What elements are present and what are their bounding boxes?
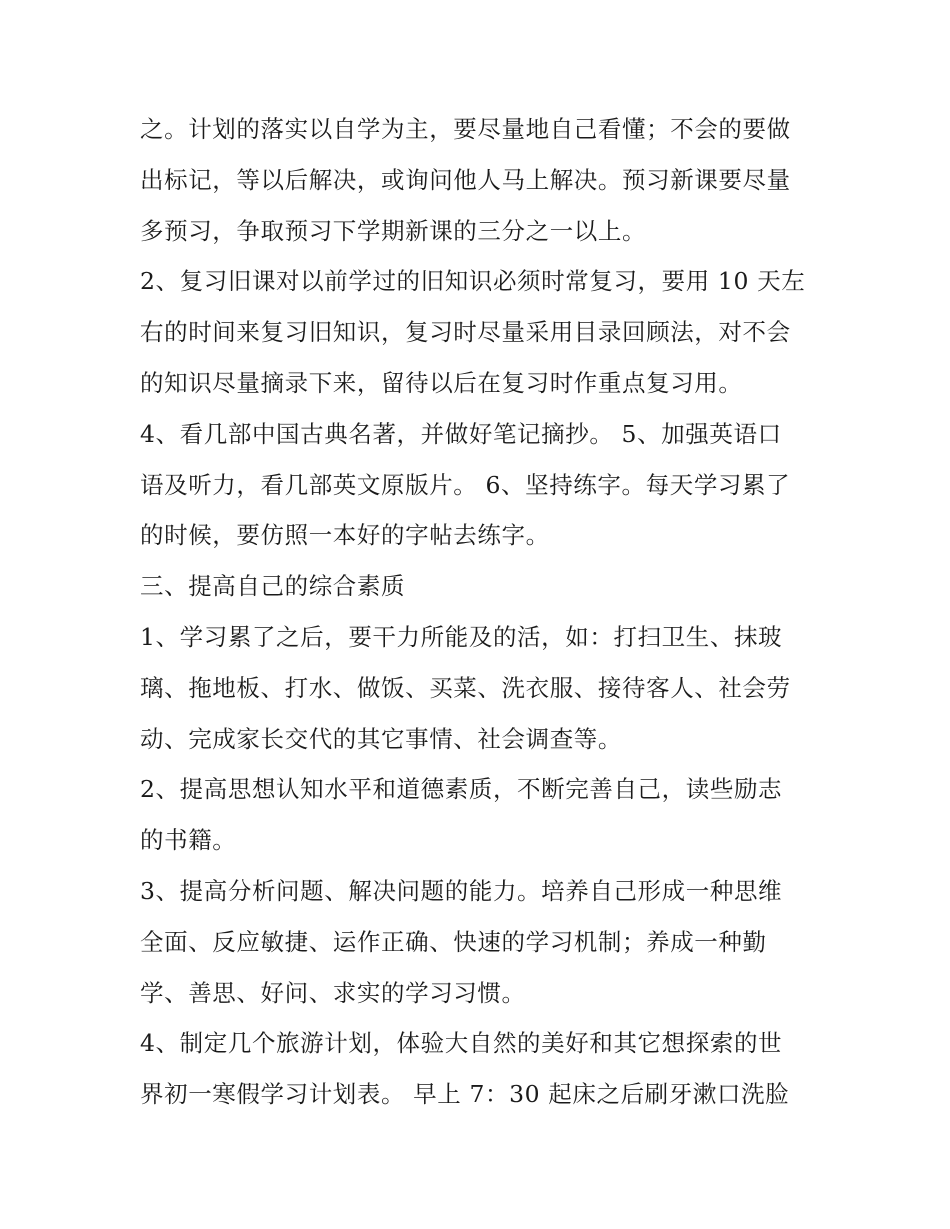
text-line: 3、提高分析问题、解决问题的能力。培养自己形成一种思维 xyxy=(140,876,783,905)
text-line: 的时候，要仿照一本好的字帖去练字。 xyxy=(140,521,550,550)
text-line: 的书籍。 xyxy=(140,826,237,855)
text-line: 1、学习累了之后，要干力所能及的活，如：打扫卫生、抹玻 xyxy=(140,622,783,651)
text-line: 4、制定几个旅游计划，体验大自然的美好和其它想探索的世 xyxy=(140,1029,783,1058)
text-line: 动、完成家长交代的其它事情、社会调查等。 xyxy=(140,724,622,753)
text-line: 的知识尽量摘录下来，留待以后在复习时作重点复习用。 xyxy=(140,368,743,397)
text-line: 多预习，争取预习下学期新课的三分之一以上。 xyxy=(140,216,647,245)
text-line: 界初一寒假学习计划表。 早上 7：30 起床之后刷牙漱口洗脸 xyxy=(140,1080,790,1109)
text-line: 之。计划的落实以自学为主，要尽量地自己看懂；不会的要做 xyxy=(140,115,791,143)
text-line: 4、看几部中国古典名著，并做好笔记摘抄。 5、加强英语口 xyxy=(140,419,782,448)
text-line: 语及听力，看几部英文原版片。 6、坚持练字。每天学习累了 xyxy=(140,470,791,499)
text-line: 右的时间来复习旧知识，复习时尽量采用目录回顾法，对不会 xyxy=(140,318,791,347)
document-body xyxy=(140,104,820,1120)
section-heading: 三、提高自己的综合素质 xyxy=(140,572,406,601)
text-line: 全面、反应敏捷、运作正确、快速的学习机制；养成一种勤 xyxy=(140,927,767,956)
text-line: 出标记，等以后解决，或询问他人马上解决。预习新课要尽量 xyxy=(140,165,791,194)
text-line: 学、善思、好问、求实的学习习惯。 xyxy=(140,978,526,1007)
text-line: 璃、拖地板、打水、做饭、买菜、洗衣服、接待客人、社会劳 xyxy=(140,673,791,702)
text-line: 2、复习旧课对以前学过的旧知识必须时常复习，要用 10 天左 xyxy=(140,267,806,296)
text-line: 2、提高思想认知水平和道德素质，不断完善自己，读些励志 xyxy=(140,775,783,804)
